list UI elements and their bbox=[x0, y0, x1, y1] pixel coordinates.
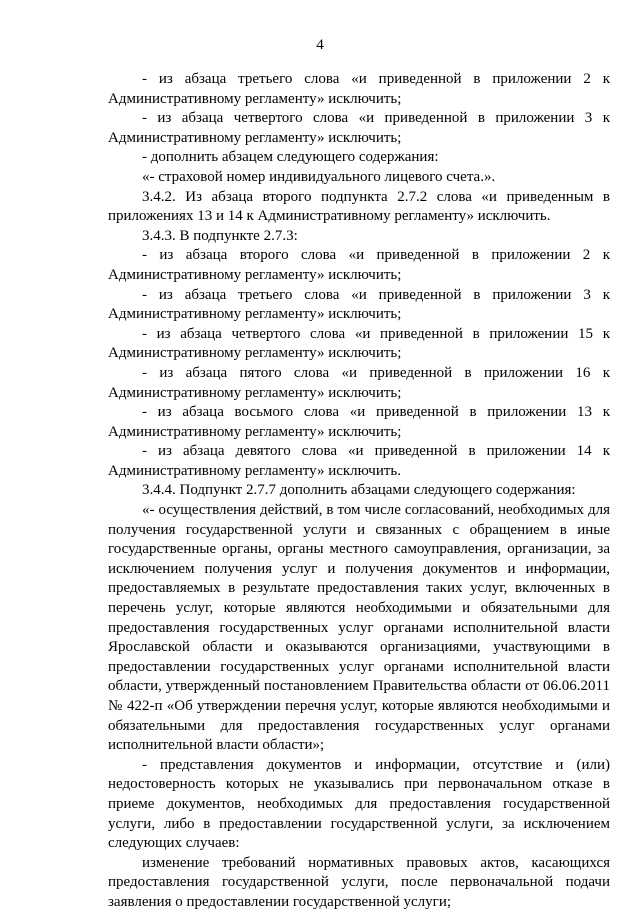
paragraph-3-4-3-item-3: - из абзаца третьего слова «и приведенной в приложении 3 к Административному регламенту» исключить; bbox=[108, 286, 610, 323]
paragraph-3-4-3-item-2: - из абзаца второго слова «и приведенной в приложении 2 к Административному регламенту» исключить; bbox=[108, 247, 610, 283]
paragraph-documents-info: - представления документов и информации, отсутствие и (или) недостоверность которых не указывались при первоначальном отказе в приеме документов, необходимых для предоставления государственной услуги, либо в предоставлении государственной услуги, за исключением следующих случаев: bbox=[108, 756, 610, 852]
document-body bbox=[108, 70, 610, 913]
paragraph-remove-abzac-3: - из абзаца третьего слова «и приведенной в приложении 2 к Административному регламенту» исключить; bbox=[108, 71, 610, 107]
paragraph-3-4-3-item-4: - из абзаца четвертого слова «и приведенной в приложении 15 к Административному регламенту» исключить; bbox=[108, 325, 610, 362]
paragraph-3-4-3-item-5: - из абзаца пятого слова «и приведенной в приложении 16 к Административному регламенту» исключить; bbox=[108, 364, 610, 401]
paragraph-add-abzac: - дополнить абзацем следующего содержания: bbox=[142, 149, 439, 166]
page-number: 4 bbox=[316, 37, 324, 53]
paragraph-3-4-2: 3.4.2. Из абзаца второго подпункта 2.7.2 слова «и приведенным в приложениях 13 и 14 к Административному регламенту» исключить. bbox=[108, 188, 610, 225]
paragraph-snils-quote: «- страховой номер индивидуального лицевого счета.». bbox=[142, 168, 496, 185]
paragraph-actions-list: «- осуществления действий, в том числе согласований, необходимых для получения государственной услуги и связанных с обращением в иные государственные органы, органы местного самоуправления, организации, за исключением получения услуг и получения документов и информации, предоставляемых в результате предоставления таких услуг, включенных в перечень услуг, которые являются необходимыми и обязательными для предоставления государственных услуг органами исполнительной власти Ярославской области и оказываются организациями, участвующими в предоставлении государственных услуг органами исполнительной власти области, утвержденный постановлением Правительства области от 06.06.2011 № 422-п «Об утверждении перечня услуг, которые являются необходимыми и обязательными для предоставления государственных услуг органами исполнительной власти области»; bbox=[108, 502, 610, 754]
paragraph-3-4-3-heading: 3.4.3. В подпункте 2.7.3: bbox=[142, 227, 298, 244]
paragraph-3-4-4: 3.4.4. Подпункт 2.7.7 дополнить абзацами следующего содержания: bbox=[142, 482, 576, 499]
paragraph-requirements-change: изменение требований нормативных правовых актов, касающихся предоставления государственной услуги, после первоначальной подачи заявления о предоставлении государственной услуги; bbox=[108, 854, 610, 910]
paragraph-remove-abzac-4: - из абзаца четвертого слова «и приведенной в приложении 3 к Административному регламенту» исключить; bbox=[108, 110, 610, 146]
paragraph-3-4-3-item-8: - из абзаца восьмого слова «и приведенной в приложении 13 к Административному регламенту» исключить; bbox=[108, 404, 610, 440]
paragraph-3-4-3-item-9: - из абзаца девятого слова «и приведенной в приложении 14 к Административному регламенту» исключить. bbox=[108, 443, 610, 479]
